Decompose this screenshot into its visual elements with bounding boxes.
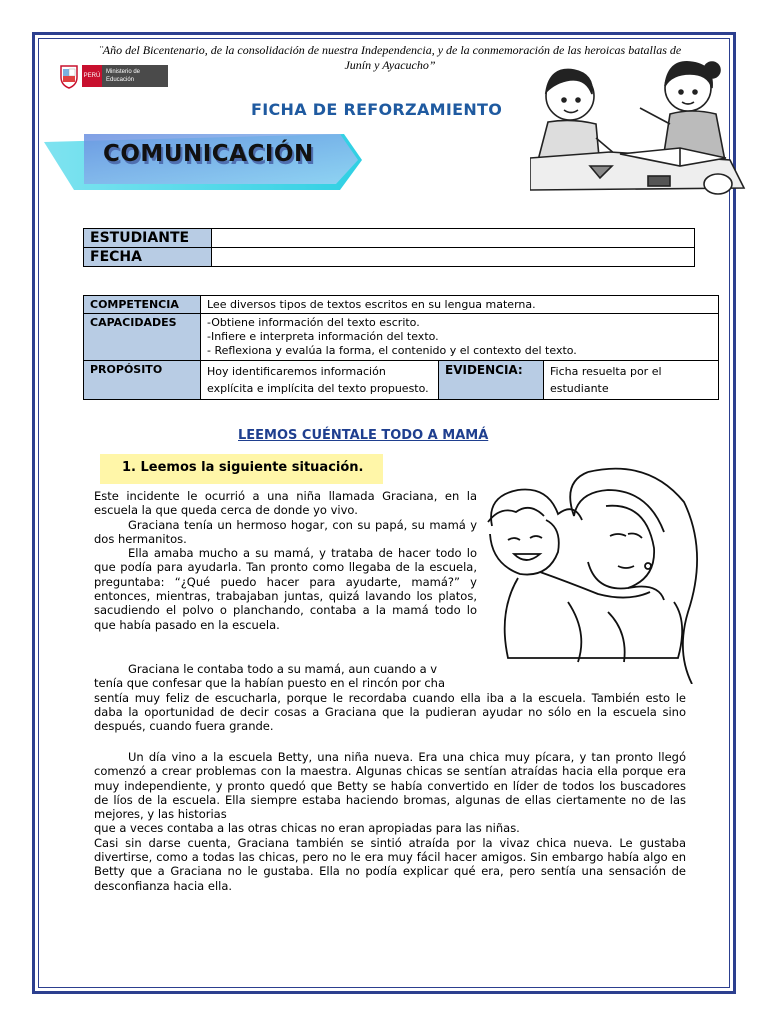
evidencia-label: EVIDENCIA: [439,361,544,400]
header-line-2: Junín y Ayacucho” [344,58,436,72]
story-block-2 [94,662,686,733]
story-paragraph: Graciana tenía un hermoso hogar, con su papá, su mamá y dos hermanitos. [94,517,477,546]
competency-table [83,295,719,400]
ministry-logo [58,62,168,90]
date-row [84,248,695,267]
story-block-3 [94,750,686,893]
step-heading [122,460,364,475]
capacidades-label: CAPACIDADES [84,314,201,361]
story-paragraph: Casi sin darse cuenta, Graciana también se sintió atraída por la vivaz chica nueva. Le gustaba divertirse, como a todas las chicas, pero no le era muy fácil hacer amigos. Sin embargo había algo en Betty que a Graciana no le gustaba. Ella no podía explicar qué era, pero sentía una sensación de desconfianza hacia ella. [94,835,686,893]
evidencia-value: Ficha resuelta por el estudiante [544,361,719,400]
banner-label: COMUNICACIÓN [103,141,314,167]
student-row [84,229,695,248]
date-field[interactable] [212,248,695,267]
competencia-value: Lee diversos tipos de textos escritos en su lengua materna. [201,296,719,314]
story-line: tenía que confesar que la habían puesto en el rincón por cha [94,676,446,691]
step-number: 1. [122,460,136,475]
logo-ministry-label: Ministerio de Educación [102,65,168,87]
capacidades-row [84,314,719,361]
capacidades-list [201,314,719,361]
student-info-table [83,228,695,267]
proposito-value: Hoy identificaremos información explícita e implícita del texto propuesto. [201,361,439,400]
date-label: FECHA [84,248,212,267]
section-title: LEEMOS CUÉNTALE TODO A MAMÁ [238,428,489,443]
header-line-1: ¨Año del Bicentenario, de la consolidación de nuestra Independencia, y de la conmemoración de las heroicas batallas de [98,43,682,57]
proposito-row [84,361,719,400]
capacidad-item: -Obtiene información del texto escrito. [207,316,420,329]
story-paragraph: Ella amaba mucho a su mamá, y trataba de hacer todo lo que podía para ayudarla. Tan pronto como llegaba de la escuela, preguntaba: “¿Qué puedo hacer para ayudarte, mamá?” y entonces, mientras, trabajaban juntas, quizá lavando los platos, sacudiendo el polvo o planchando, contaba a la mamá todo lo que había pasado en la escuela. [94,546,477,632]
student-field[interactable] [212,229,695,248]
capacidad-item: -Infiere e interpreta información del texto. [207,330,439,343]
mother-daughter-hug-illustration [478,462,700,684]
story-paragraph: que a veces contaba a las otras chicas no eran apropiadas para las niñas. [94,821,520,836]
competencia-label: COMPETENCIA [84,296,201,314]
story-paragraph: Un día vino a la escuela Betty, una niña nueva. Era una chica muy pícara, y tan pronto llegó comenzó a crear problemas con la maestra. Algunas chicas se sentían atraídas hacia ella porque era muy independiente, y pronto quedó que Betty se había convertido en líder de todos los buscadores de líos de la escuela. Ella siempre estaba haciendo bromas, algunas de ellas ciertamente no de las mejores, y las historias [94,750,686,822]
step-label: Leemos la siguiente situación. [140,460,364,475]
coat-of-arms-icon [58,63,80,89]
story-block-1 [94,489,477,632]
story-paragraph: Este incidente le ocurrió a una niña llamada Graciana, en la escuela la que queda cerca de donde yo vivo. [94,489,477,518]
student-label: ESTUDIANTE [84,229,212,248]
ficha-title: FICHA DE REFORZAMIENTO [251,100,503,119]
story-line: Graciana le contaba todo a su mamá, aun cuando a v [128,662,438,676]
story-paragraph: sentía muy feliz de escucharla, porque le recordaba cuando ella iba a la escuela. También esto le daba la oportunidad de decir cosas a Graciana que la pudieran ayudar no sólo en la escuela sino después, cuando fuera grande. [94,690,686,734]
competencia-row [84,296,719,314]
proposito-label: PROPÓSITO [84,361,201,400]
children-reading-illustration [530,48,748,198]
capacidad-item: - Reflexiona y evalúa la forma, el contenido y el contexto del texto. [207,344,577,357]
logo-peru-label: PERÚ [82,65,102,87]
